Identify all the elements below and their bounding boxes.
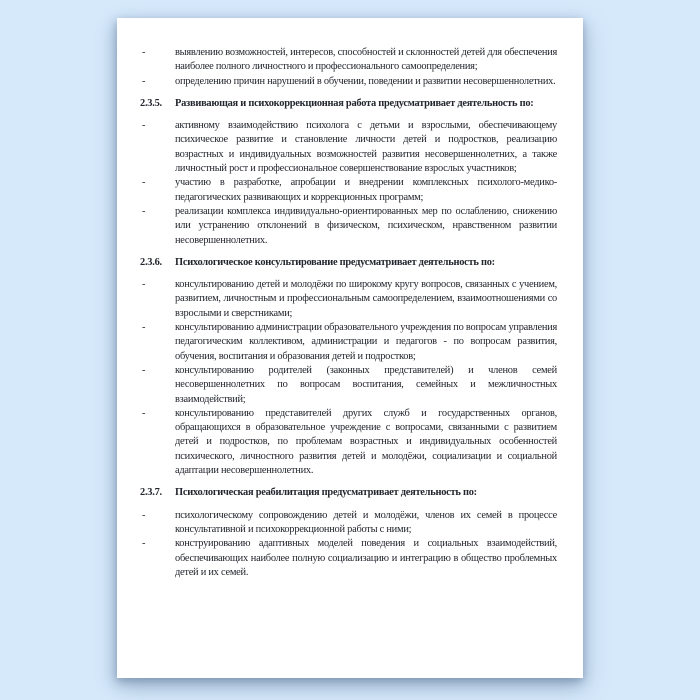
list-item [140, 364, 557, 407]
section-list [140, 119, 557, 248]
list-item-dash: - [142, 75, 146, 87]
section-title: Психологическое консультирование предусматривает деятельность по: [175, 256, 495, 268]
list-item-dash: - [142, 205, 146, 217]
intro-list [140, 46, 557, 89]
list-item-dash: - [142, 509, 146, 521]
list-item-text: активному взаимодействию психолога с детьми и взрослыми, обеспечивающему психическое развитие и становление личности детей и подростков, реализацию возрастных и индивидуальных возможностей развития несовершеннолетних, а также личностный рост и профессиональное совершенствование взрослых участников; [175, 120, 557, 175]
list-item [140, 46, 557, 75]
document-section [140, 97, 557, 248]
list-item-dash: - [142, 279, 146, 291]
list-item-dash: - [142, 407, 146, 419]
section-number: 2.3.6. [140, 256, 162, 268]
document-content [140, 46, 557, 580]
list-item-text: реализации комплекса индивидуально-ориентированных мер по ослаблению, снижению или устранению отклонений в физическом, психическом, нравственном развитии несовершеннолетних. [175, 205, 557, 246]
section-title: Психологическая реабилитация предусматривает деятельность по: [175, 487, 477, 499]
section-heading [140, 256, 557, 270]
list-item-text: участию в разработке, апробации и внедрении комплексных психолого-медико-педагогических развивающих и коррекционных программ; [175, 177, 557, 203]
list-item-text: консультированию администрации образовательного учреждения по вопросам управления педагогическим коллективом, администрации и педагогов - по вопросам развития, обучения, воспитания и образования детей и подростков; [175, 322, 557, 362]
list-item-dash: - [142, 120, 146, 132]
list-item-text: консультированию представителей других служб и государственных органов, обращающихся в образовательное учреждение с вопросами, связанными с развитием детей и подростков, по проблемам возрастных и индивидуальных особенностей психического, личностного развития детей и молодёжи, социализации и социальной адаптации несовершеннолетних. [175, 407, 557, 477]
list-item-text: консультированию родителей (законных представителей) и членов семей несовершеннолетних по вопросам воспитания, семейных и межличностных взаимодействий; [175, 364, 557, 405]
list-item-text: конструированию адаптивных моделей поведения и социальных взаимодействий, обеспечивающих наиболее полную социализацию и интеграцию в общество проблемных детей и их семей. [175, 538, 557, 578]
list-item [140, 205, 557, 248]
section-number: 2.3.7. [140, 487, 162, 499]
list-item [140, 321, 557, 364]
document-section [140, 256, 557, 478]
section-number: 2.3.5. [140, 97, 162, 109]
section-heading [140, 97, 557, 111]
list-item-text: определению причин нарушений в обучении, поведении и развитии несовершеннолетних. [175, 75, 556, 87]
section-list [140, 509, 557, 580]
section-title: Развивающая и психокоррекционная работа предусматривает деятельность по: [175, 97, 534, 109]
section-heading [140, 486, 557, 500]
list-item-dash: - [142, 322, 146, 334]
list-item-dash: - [142, 177, 146, 189]
list-item-dash: - [142, 538, 146, 550]
list-item-text: выявлению возможностей, интересов, способностей и склонностей детей для обеспечения наиболее полного личностного и профессионального самоопределения; [175, 47, 557, 73]
list-item [140, 119, 557, 176]
list-item [140, 176, 557, 205]
document-section [140, 486, 557, 580]
list-item-text: консультированию детей и молодёжи по широкому кругу вопросов, связанных с учением, развитием, личностным и профессиональным самоопределением, взаимоотношениями со взрослыми и сверстниками; [175, 279, 557, 319]
list-item-dash: - [142, 364, 146, 376]
list-item-dash: - [142, 47, 146, 58]
list-item [140, 407, 557, 478]
list-item-text: психологическому сопровождению детей и молодёжи, членов их семей в процессе консультативной и психокоррекционной работы с ними; [175, 509, 557, 535]
list-item [140, 509, 557, 538]
list-item [140, 75, 557, 89]
document-page [117, 18, 583, 678]
section-list [140, 278, 557, 478]
list-item [140, 537, 557, 580]
list-item [140, 278, 557, 321]
